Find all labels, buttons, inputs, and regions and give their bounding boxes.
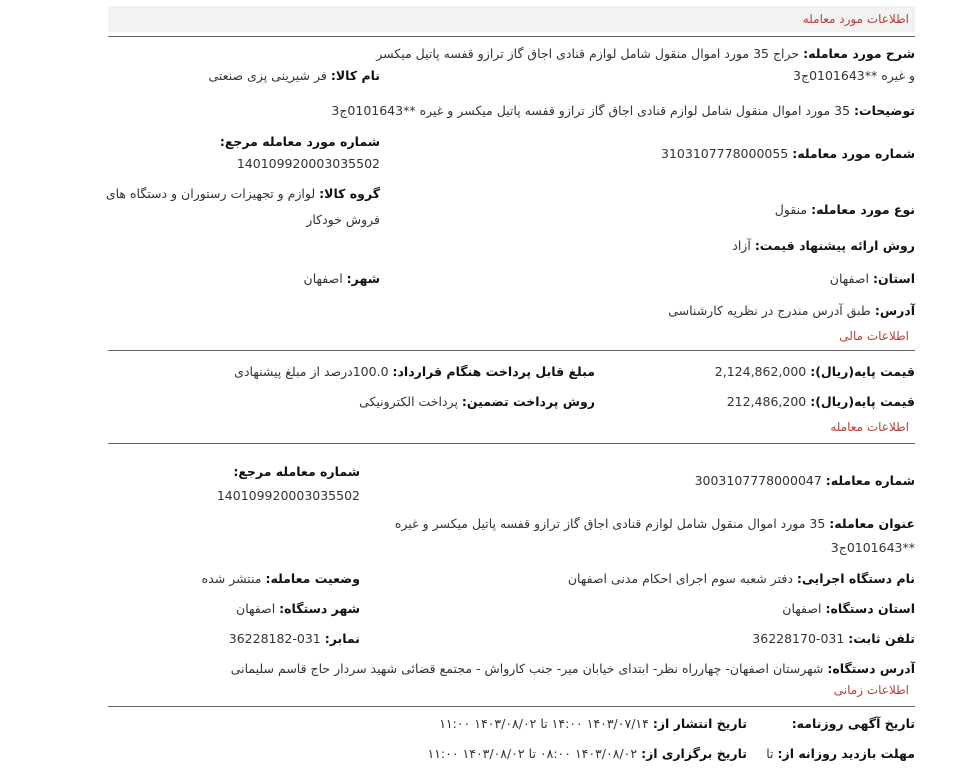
divider	[108, 350, 915, 351]
bid-method: روش ارائه پیشنهاد قیمت: آزاد	[732, 238, 915, 253]
transaction-title: عنوان معامله: 35 مورد اموال منقول شامل لوازم قنادی اجاق گاز ترازو قفسه پاتیل میکسر و غیره	[394, 516, 915, 531]
deal-desc-line2: و غیره **0101643ج3	[793, 68, 915, 83]
deal-ref-value: 140109920003035502	[236, 156, 380, 171]
divider	[108, 706, 915, 707]
daily-visit: مهلت بازدید روزانه از: تا	[766, 746, 915, 761]
item-group-line2: فروش خودکار	[306, 212, 380, 227]
deal-desc-line1: شرح مورد معامله: حراج 35 مورد اموال منقول شامل لوازم قنادی اجاق گاز ترازو قفسه پاتیل میکسر	[376, 46, 915, 61]
deal-ref-label: شماره مورد معامله مرجع:	[219, 134, 380, 149]
executive-org: نام دستگاه اجرایی: دفتر شعبه سوم اجرای احکام مدنی اصفهان	[567, 571, 915, 586]
deal-notes: توضیحات: 35 مورد اموال منقول شامل لوازم قنادی اجاق گاز ترازو قفسه پاتیل میکسر و غیره **0101643ج3	[331, 103, 915, 118]
section-deal-info: اطلاعات مورد معامله	[108, 6, 915, 32]
org-province: استان دستگاه: اصفهان	[782, 601, 915, 616]
transaction-ref-value: 140109920003035502	[216, 488, 360, 503]
org-phone: تلفن ثابت: 031-36228170	[752, 631, 915, 646]
city: شهر: اصفهان	[303, 271, 380, 286]
transaction-ref-label: شماره معامله مرجع:	[233, 464, 360, 479]
deal-number: شماره مورد معامله: 3103107778000055	[661, 146, 915, 161]
item-group: گروه کالا: لوازم و تجهیزات رستوران و دستگاه های	[105, 186, 380, 201]
publish-date: تاریخ انتشار از: ۱۴۰۳/۰۷/۱۴ ۱۴:۰۰ تا ۱۴۰۳/۰۸/۰۲ ۱۱:۰۰	[439, 716, 747, 731]
hold-date: تاریخ برگزاری از: ۱۴۰۳/۰۸/۰۲ ۰۸:۰۰ تا ۱۴۰۳/۰۸/۰۲ ۱۱:۰۰	[427, 746, 747, 761]
guarantee-price: قیمت پایه(ریال): 212,486,200	[726, 394, 915, 409]
transaction-title-line2: **0101643ج3	[830, 540, 915, 555]
newspaper-ad-date: تاریخ آگهی روزنامه:	[791, 716, 915, 731]
section-transaction: اطلاعات معامله	[108, 414, 915, 440]
org-address: آدرس دستگاه: شهرستان اصفهان- چهارراه نظر- ابتدای خیابان میر- جنب کارواش - مجتمع قضائی شهید سردار حاج قاسم سلیمانی	[230, 661, 915, 676]
province: استان: اصفهان	[829, 271, 915, 286]
section-financial: اطلاعات مالی	[108, 323, 915, 349]
org-city: شهر دستگاه: اصفهان	[236, 601, 360, 616]
payable-amount: مبلغ قابل پرداخت هنگام قرارداد: 100.0درصد از مبلغ پیشنهادی	[234, 364, 595, 379]
address: آدرس: طبق آدرس مندرج در نظریه کارشناسی	[668, 303, 915, 318]
deal-type: نوع مورد معامله: منقول	[774, 202, 915, 217]
guarantee-method: روش پرداخت تضمین: پرداخت الکترونیکی	[359, 394, 595, 409]
section-timing: اطلاعات زمانی	[108, 677, 915, 703]
transaction-status: وضعیت معامله: منتشر شده	[201, 571, 360, 586]
org-fax: نمابر: 031-36228182	[228, 631, 360, 646]
content	[105, 6, 915, 776]
item-name: نام کالا: فر شیرینی پزی صنعتی	[208, 68, 380, 83]
divider	[108, 36, 915, 37]
transaction-number: شماره معامله: 3003107778000047	[694, 473, 915, 488]
base-price: قیمت پایه(ریال): 2,124,862,000	[714, 364, 915, 379]
divider	[108, 443, 915, 444]
